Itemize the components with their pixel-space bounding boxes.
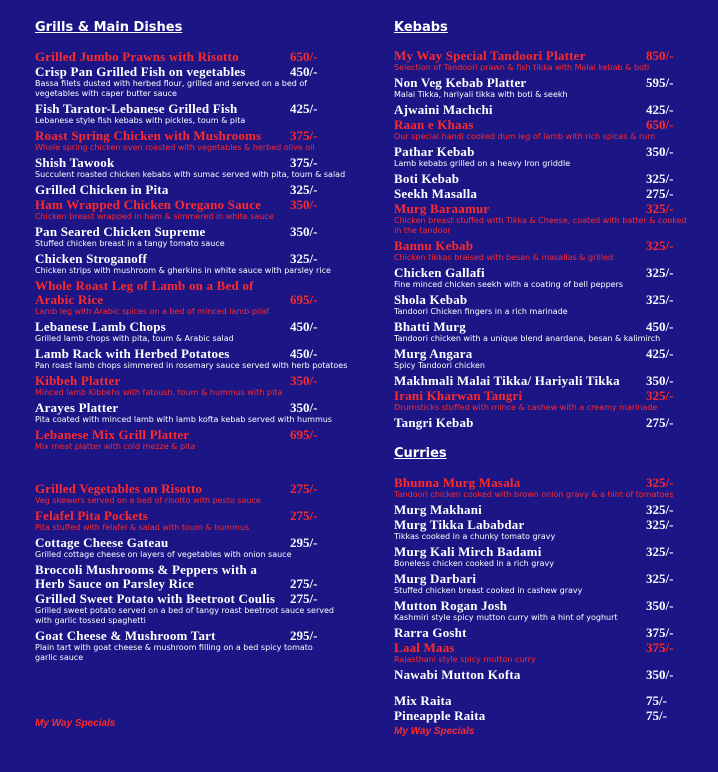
menu-item-price: 275/- <box>290 591 318 606</box>
menu-item-name: Tangri Kebab <box>394 415 474 430</box>
menu-item-description: Veg skewers served on a bed of risotto with pesto sauce <box>35 496 261 505</box>
menu-item-name: Murg Tikka Lababdar <box>394 517 525 532</box>
menu-item-price: 325/- <box>290 182 318 197</box>
menu-item-description: Grilled sweet potato served on a bed of tangy roast beetroot sauce served with garlic tossed spaghetti <box>35 606 334 625</box>
menu-item-price: 350/- <box>290 197 318 212</box>
menu-item-name: Rarra Gosht <box>394 625 467 640</box>
menu-item-price: 850/- <box>646 48 674 63</box>
menu-item-price: 275/- <box>646 415 674 430</box>
menu-item-price: 350/- <box>290 400 318 415</box>
menu-item-description: Our special handi cooked dum leg of lamb with rich spices & rum <box>394 132 656 141</box>
menu-item-description: Drumsticks stuffed with mince & cashew with a creamy marinade <box>394 403 658 412</box>
menu-item-price: 325/- <box>646 517 674 532</box>
menu-item-name: Murg Kali Mirch Badami <box>394 544 542 559</box>
menu-item-name: Broccoli Mushrooms & Peppers with a <box>35 562 258 577</box>
menu-item-price: 325/- <box>646 475 674 490</box>
menu-item-price: 325/- <box>646 388 674 403</box>
menu-item-description: Chicken breast stuffed with Tikka & Cheese, coated with batter & cooked in the tandoor <box>394 216 687 235</box>
menu-item-description: Minced lamb Kibbehs with fatoush, toum & hummus with pita <box>35 388 283 397</box>
menu-item-price: 375/- <box>290 128 318 143</box>
menu-item-price: 325/- <box>646 265 674 280</box>
menu-item-description: Succulent roasted chicken kebabs with sumac served with pita, toum & salad <box>35 170 346 179</box>
menu-item-description: Tandoori chicken cooked with brown onion gravy & a hint of tomatoes <box>394 490 674 499</box>
menu-item-description: Stuffed chicken breast cooked in cashew gravy <box>394 586 583 595</box>
menu-item-name: Pan Seared Chicken Supreme <box>35 224 206 239</box>
menu-item-description: Plain tart with goat cheese & mushroom filling on a bed spicy tomato garlic sauce <box>35 643 313 662</box>
menu-item-description: Selection of Tandoori prawn & fish tikka with Malai kebab & boti <box>394 63 650 72</box>
menu-item-price: 325/- <box>646 502 674 517</box>
menu-item-name: Felafel Pita Pockets <box>35 508 149 523</box>
menu-item-name: Laal Maas <box>394 640 455 655</box>
menu-item-description: Mix meat platter with cold mezze & pita <box>35 442 196 451</box>
menu-item-name-line2: Herb Sauce on Parsley Rice <box>35 576 195 591</box>
menu-item-price: 450/- <box>290 346 318 361</box>
menu-item-description: Grilled lamb chops with pita, toum & Arabic salad <box>35 334 234 343</box>
menu-item-name: Murg Angara <box>394 346 473 361</box>
menu-item-description: Chicken strips with mushroom & gherkins in white sauce with parsley rice <box>35 266 331 275</box>
menu-item-price: 375/- <box>646 640 674 655</box>
menu-item-description: Whole spring chicken oven roasted with vegetables & herbed olive oil <box>35 143 315 152</box>
menu-item-description: Lamb leg with Arabic spices on a bed of minced lamb pilaf <box>35 307 270 316</box>
menu-item-price: 350/- <box>646 373 674 388</box>
menu-item-price: 325/- <box>646 571 674 586</box>
menu-item-price: 350/- <box>290 224 318 239</box>
menu-item-name: Goat Cheese & Mushroom Tart <box>35 628 216 643</box>
menu-item-description: Pita stuffed with felafel & salad with toum & hummus <box>35 523 250 532</box>
menu-item-price: 450/- <box>290 64 318 79</box>
menu-item-name: Makhmali Malai Tikka/ Hariyali Tikka <box>394 373 620 388</box>
menu-item-name: Arayes Platter <box>35 400 119 415</box>
menu-item-price: 350/- <box>646 598 674 613</box>
menu-item-price: 650/- <box>290 49 318 64</box>
menu-item-name: Lebanese Mix Grill Platter <box>35 427 190 442</box>
menu-item-description: Pan roast lamb chops simmered in rosemary sauce served with herb potatoes <box>35 361 348 370</box>
menu-item-name: Bannu Kebab <box>394 238 474 253</box>
menu-item-price: 375/- <box>646 625 674 640</box>
menu-item-description: Bassa filets dusted with herbed flour, grilled and served on a bed of vegetables with caper butter sauce <box>35 79 308 98</box>
menu-item-name: Fish Tarator-Lebanese Grilled Fish <box>35 101 238 116</box>
menu-item-price: 695/- <box>290 427 318 442</box>
left-footer-specials: My Way Specials <box>35 718 116 729</box>
menu-item-name: Irani Kharwan Tangri <box>394 388 523 403</box>
menu-item-name: Roast Spring Chicken with Mushrooms <box>35 128 262 143</box>
menu-item-description: Tikkas cooked in a chunky tomato gravy <box>394 532 556 541</box>
menu-item-name: Ham Wrapped Chicken Oregano Sauce <box>35 197 262 212</box>
menu-item-price: 325/- <box>290 251 318 266</box>
menu-item-description: Malai Tikka, hariyali tikka with boti & seekh <box>394 90 568 99</box>
menu-item-price: 75/- <box>646 708 667 723</box>
menu-item-price: 325/- <box>646 238 674 253</box>
menu-item-name: Raan e Khaas <box>394 117 474 132</box>
menu-item-price: 325/- <box>646 544 674 559</box>
grills-heading: Grills & Main Dishes <box>35 20 183 35</box>
menu-item-name: Chicken Gallafi <box>394 265 485 280</box>
menu-item-name: Whole Roast Leg of Lamb on a Bed of <box>35 278 254 293</box>
menu-item-name: Mutton Rogan Josh <box>394 598 508 613</box>
menu-item-name: Bhunna Murg Masala <box>394 475 521 490</box>
right-footer-specials: My Way Specials <box>394 726 475 737</box>
menu-item-price: 275/- <box>290 508 318 523</box>
menu-item-price: 450/- <box>646 319 674 334</box>
menu-item-price: 350/- <box>646 144 674 159</box>
menu-item-name: Pineapple Raita <box>394 708 486 723</box>
menu-item-name: Grilled Chicken in Pita <box>35 182 169 197</box>
menu-item-price: 425/- <box>290 101 318 116</box>
menu-item-price: 450/- <box>290 319 318 334</box>
menu-item-description: Stuffed chicken breast in a tangy tomato sauce <box>35 239 225 248</box>
menu-item-price: 295/- <box>290 628 318 643</box>
menu-item-description: Boneless chicken cooked in a rich gravy <box>394 559 554 568</box>
menu-item-price: 350/- <box>646 667 674 682</box>
menu-item-price: 375/- <box>290 155 318 170</box>
menu-item-name: Mix Raita <box>394 693 452 708</box>
menu-item-price: 295/- <box>290 535 318 550</box>
menu-item-description: Chicken tikkas braised with besan & masallas & grilled <box>394 253 614 262</box>
menu-item-description: Kashmiri style spicy mutton curry with a hint of yoghurt <box>394 613 618 622</box>
menu-item-description: Tandoori chicken with a unique blend anardana, besan & kalimirch <box>394 334 661 343</box>
menu-item-description: Grilled cottage cheese on layers of vegetables with onion sauce <box>35 550 292 559</box>
menu-item-description: Lamb kebabs grilled on a heavy Iron griddle <box>394 159 571 168</box>
menu-item-name: Chicken Stroganoff <box>35 251 148 266</box>
menu-item-name: Lebanese Lamb Chops <box>35 319 166 334</box>
menu-item-name: Shola Kebab <box>394 292 468 307</box>
menu-item-name: Shish Tawook <box>35 155 115 170</box>
menu-item-name: Non Veg Kebab Platter <box>394 75 527 90</box>
menu-item-name: Pathar Kebab <box>394 144 475 159</box>
menu-item-price: 650/- <box>646 117 674 132</box>
menu-item-description: Chicken breast wrapped in ham & simmered in white sauce <box>35 212 274 221</box>
menu-item-description: Lebanese style fish kebabs with pickles, toum & pita <box>35 116 246 125</box>
menu-item-name: Murg Baraamur <box>394 201 490 216</box>
menu-item-name: Boti Kebab <box>394 171 460 186</box>
menu-item-name: Cottage Cheese Gateau <box>35 535 169 550</box>
menu-item-name: Grilled Vegetables on Risotto <box>35 481 203 496</box>
kebabs-heading: Kebabs <box>394 20 448 35</box>
menu-item-name: Lamb Rack with Herbed Potatoes <box>35 346 230 361</box>
menu-item-name-line2: Arabic Rice <box>35 292 104 307</box>
menu-item-name: Crisp Pan Grilled Fish on vegetables <box>35 64 246 79</box>
menu-item-name: Bhatti Murg <box>394 319 466 334</box>
menu-item-name: My Way Special Tandoori Platter <box>394 48 586 63</box>
menu-item-name: Kibbeh Platter <box>35 373 121 388</box>
menu-item-description: Pita coated with minced lamb with lamb kofta kebab served with hummus <box>35 415 332 424</box>
menu-item-price: 75/- <box>646 693 667 708</box>
menu-item-name: Murg Darbari <box>394 571 477 586</box>
menu-item-name: Ajwaini Machchi <box>394 102 493 117</box>
menu-item-description: Spicy Tandoori chicken <box>394 361 485 370</box>
menu-item-price: 695/- <box>290 292 318 307</box>
curries-heading: Curries <box>394 446 447 461</box>
menu-item-price: 325/- <box>646 171 674 186</box>
menu-item-name: Grilled Jumbo Prawns with Risotto <box>35 49 239 64</box>
menu-item-name: Nawabi Mutton Kofta <box>394 667 521 682</box>
menu-item-name: Grilled Sweet Potato with Beetroot Coulis <box>35 591 276 606</box>
menu-item-price: 350/- <box>290 373 318 388</box>
menu-item-name: Murg Makhani <box>394 502 482 517</box>
menu-item-description: Tandoori Chicken fingers in a rich marinade <box>394 307 568 316</box>
menu-item-price: 425/- <box>646 346 674 361</box>
menu-item-name: Seekh Masalla <box>394 186 478 201</box>
menu-item-price: 325/- <box>646 292 674 307</box>
menu-item-price: 275/- <box>290 576 318 591</box>
menu-item-description: Rajasthani style spicy mutton curry <box>394 655 536 664</box>
menu-item-description: Fine minced chicken seekh with a coating of bell peppers <box>394 280 624 289</box>
menu-item-price: 425/- <box>646 102 674 117</box>
menu-item-price: 275/- <box>646 186 674 201</box>
menu-item-price: 275/- <box>290 481 318 496</box>
menu-item-price: 325/- <box>646 201 674 216</box>
menu-item-price: 595/- <box>646 75 674 90</box>
